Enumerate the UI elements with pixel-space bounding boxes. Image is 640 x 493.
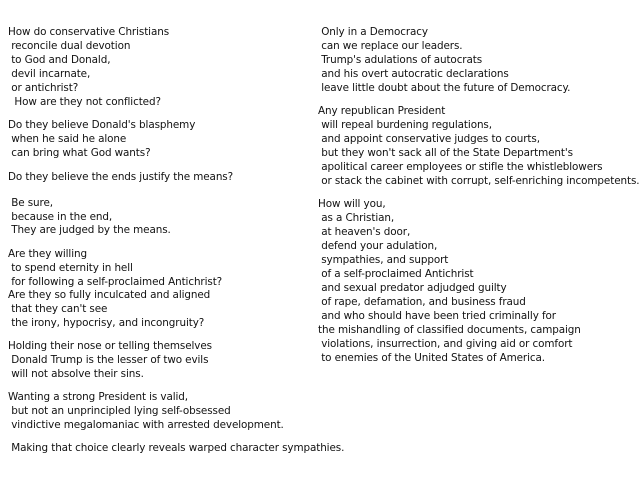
- poem-line: reconcile dual devotion: [8, 40, 131, 52]
- poem-line: leave little doubt about the future of Democracy.: [318, 82, 571, 94]
- poem-line: devil incarnate,: [8, 68, 91, 80]
- poem-line: Be sure,: [8, 197, 53, 209]
- poem-line: and his overt autocratic declarations: [318, 68, 509, 80]
- poem-line: vindictive megalomaniac with arrested development.: [8, 419, 284, 431]
- poem-line: when he said he alone: [8, 133, 127, 145]
- poem-line: How do conservative Christians: [8, 26, 170, 38]
- poem-line: apolitical career employees or stifle the whistleblowers: [318, 161, 603, 173]
- poem-line: will not absolve their sins.: [8, 368, 144, 380]
- poem-line: of rape, defamation, and business fraud: [318, 296, 526, 308]
- poem-line: of a self-proclaimed Antichrist: [318, 268, 474, 280]
- poem-line: for following a self-proclaimed Antichrist?: [8, 276, 223, 288]
- poem-line: violations, insurrection, and giving aid or comfort: [318, 338, 573, 350]
- poem-line: Any republican President: [318, 105, 446, 117]
- poem-line: but they won't sack all of the State Department's: [318, 147, 573, 159]
- poem-line: the mishandling of classified documents, campaign: [318, 324, 581, 336]
- poem-line: the irony, hypocrisy, and incongruity?: [8, 317, 205, 329]
- poem-line: defend your adulation,: [318, 240, 438, 252]
- poem-line: to spend eternity in hell: [8, 262, 133, 274]
- poem-line: Only in a Democracy: [318, 26, 428, 38]
- poem-line: Do they believe Donald's blasphemy: [8, 119, 196, 131]
- poem-line: Are they willing: [8, 248, 87, 260]
- poem-line: can bring what God wants?: [8, 147, 151, 159]
- poem-line: Donald Trump is the lesser of two evils: [8, 354, 209, 366]
- poem-line: to enemies of the United States of America.: [318, 352, 545, 364]
- poem-line: Do they believe the ends justify the means?: [8, 171, 234, 183]
- poem-line: Are they so fully inculcated and aligned: [8, 289, 211, 301]
- poem-line: at heaven's door,: [318, 226, 411, 238]
- poem-line: and appoint conservative judges to courts,: [318, 133, 540, 145]
- poem-line: They are judged by the means.: [8, 224, 171, 236]
- poem-line: but not an unprincipled lying self-obsessed: [8, 405, 231, 417]
- poem-line: and who should have been tried criminally for: [318, 310, 556, 322]
- poem-line: How will you,: [318, 198, 386, 210]
- poem-line: will repeal burdening regulations,: [318, 119, 492, 131]
- poem-line: because in the end,: [8, 211, 113, 223]
- poem-line: and sexual predator adjudged guilty: [318, 282, 507, 294]
- poem-line: Trump's adulations of autocrats: [318, 54, 483, 66]
- poem-line: Making that choice clearly reveals warped character sympathies.: [8, 442, 345, 454]
- poem-line: sympathies, and support: [318, 254, 449, 266]
- poem-line: as a Christian,: [318, 212, 395, 224]
- poem-line: that they can't see: [8, 303, 108, 315]
- poem-line: or antichrist?: [8, 82, 79, 94]
- poem-line: can we replace our leaders.: [318, 40, 463, 52]
- poem-line: Wanting a strong President is valid,: [8, 391, 189, 403]
- poem-line: to God and Donald,: [8, 54, 111, 66]
- poem-line: Holding their nose or telling themselves: [8, 340, 212, 352]
- poem-line: How are they not conflicted?: [8, 96, 161, 108]
- poem-line: or stack the cabinet with corrupt, self-enriching incompetents.: [318, 175, 640, 187]
